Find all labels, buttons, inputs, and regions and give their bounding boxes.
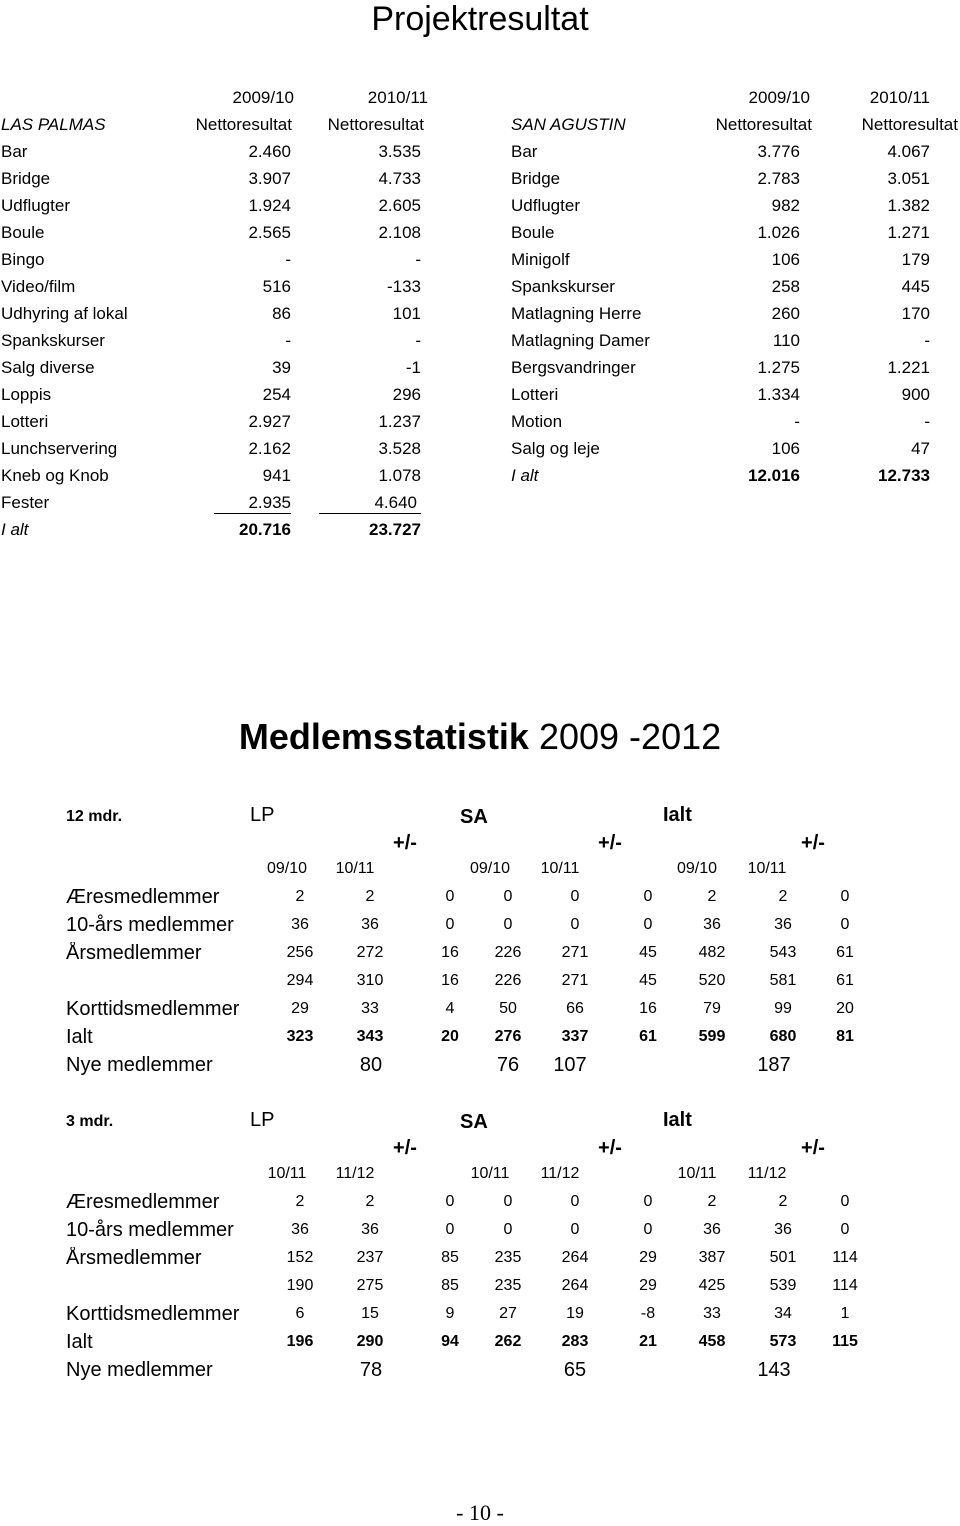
stats-12-cell: 20 bbox=[836, 1000, 854, 1017]
las-palmas-row-label: Boule bbox=[1, 223, 45, 242]
san-agustin-row-v1: 258 bbox=[771, 277, 800, 296]
san-agustin-row-v2: - bbox=[924, 331, 930, 350]
stats-3-cell: 27 bbox=[499, 1305, 517, 1322]
las-palmas-row-v2: - bbox=[415, 331, 421, 350]
las-palmas-row-label: Lunchservering bbox=[1, 439, 118, 458]
las-palmas-year1: 2009/10 bbox=[232, 88, 294, 107]
stats-12-cell: 81 bbox=[836, 1028, 854, 1045]
stats-3-cell: 264 bbox=[561, 1277, 589, 1294]
san-agustin-row-label: Bar bbox=[511, 142, 538, 161]
stats-3-cell: 264 bbox=[561, 1249, 589, 1266]
stats-3-year-header: 10/11 bbox=[677, 1165, 717, 1182]
stats-12-row-label: Korttidsmedlemmer bbox=[66, 998, 240, 1020]
san-agustin-total-label: I alt bbox=[511, 466, 539, 485]
stats-3-cell: 425 bbox=[698, 1277, 726, 1294]
stats-12-cell: 0 bbox=[445, 888, 455, 905]
stats-12-cell: 16 bbox=[639, 1000, 657, 1017]
stats-3-group-sa: SA bbox=[460, 1111, 488, 1133]
las-palmas-row-v2: - bbox=[415, 250, 421, 269]
stats-12-group-ialt: Ialt bbox=[663, 804, 692, 826]
stats-12-cell: 0 bbox=[570, 888, 580, 905]
las-palmas-header: LAS PALMAS bbox=[1, 115, 106, 134]
stats-3-cell: 2 bbox=[707, 1193, 717, 1210]
stats-12-cell: 2 bbox=[778, 888, 788, 905]
stats-3-cell: 21 bbox=[639, 1333, 657, 1350]
stats-12-cell: 271 bbox=[561, 972, 589, 989]
stats-3-new-value: 78 bbox=[359, 1359, 383, 1381]
stats-12-cell: 294 bbox=[286, 972, 314, 989]
stats-12-cell: 16 bbox=[441, 972, 459, 989]
stats-3-year-header: 11/12 bbox=[540, 1165, 580, 1182]
stats-12-new-label: Nye medlemmer bbox=[66, 1054, 213, 1076]
las-palmas-row-v2: 3.535 bbox=[378, 142, 421, 161]
stats-3-cell: 0 bbox=[840, 1193, 850, 1210]
las-palmas-row-label: Fester bbox=[1, 493, 50, 512]
las-palmas-total-v1: 20.716 bbox=[239, 520, 291, 539]
stats-12-cell: 36 bbox=[703, 916, 721, 933]
stats-3-period: 3 mdr. bbox=[66, 1113, 114, 1130]
stats-3-cell: 114 bbox=[832, 1277, 858, 1294]
san-agustin-row-v1: 1.026 bbox=[757, 223, 800, 242]
stats-12-cell: 226 bbox=[494, 972, 522, 989]
las-palmas-row-label: Bingo bbox=[1, 250, 45, 269]
las-palmas-row-label: Spankskurser bbox=[1, 331, 105, 350]
stats-12-cell: 272 bbox=[356, 944, 384, 961]
stats-3-cell: 19 bbox=[566, 1305, 584, 1322]
san-agustin-row-v2: - bbox=[924, 412, 930, 431]
stats-title bbox=[0, 716, 960, 758]
stats-3-cell: 29 bbox=[639, 1249, 657, 1266]
stats-3-year-header: 10/11 bbox=[267, 1165, 307, 1182]
stats-3-cell: 262 bbox=[494, 1333, 522, 1350]
stats-12-row-label: Årsmedlemmer bbox=[66, 942, 202, 964]
stats-3-row-label: Årsmedlemmer bbox=[66, 1247, 202, 1269]
stats-3-cell: 114 bbox=[832, 1249, 858, 1266]
stats-3-cell: 15 bbox=[361, 1305, 379, 1322]
stats-3-cell: 1 bbox=[840, 1305, 850, 1322]
las-palmas-row-v2: 1.078 bbox=[378, 466, 421, 485]
stats-3-cell: 387 bbox=[698, 1249, 726, 1266]
stats-12-new-value: 187 bbox=[757, 1054, 791, 1076]
stats-12-new-value: 80 bbox=[359, 1054, 383, 1076]
san-agustin-year1: 2009/10 bbox=[748, 88, 810, 107]
stats-3-cell: 36 bbox=[703, 1221, 721, 1238]
san-agustin-row-label: Udflugter bbox=[511, 196, 580, 215]
stats-12-cell: 45 bbox=[639, 972, 657, 989]
stats-3-cell: 6 bbox=[295, 1305, 305, 1322]
stats-12-year-header: 09/10 bbox=[469, 860, 511, 877]
stats-12-cell: 343 bbox=[356, 1028, 384, 1045]
las-palmas-row-label: Bridge bbox=[1, 169, 51, 188]
stats-3-row-label: Æresmedlemmer bbox=[66, 1191, 220, 1213]
page-title: Projektresultat bbox=[371, 0, 589, 38]
stats-12-cell: 36 bbox=[361, 916, 379, 933]
las-palmas-row-label: Udhyring af lokal bbox=[1, 304, 128, 323]
stats-12-cell: 20 bbox=[441, 1028, 459, 1045]
san-agustin-row-label: Salg og leje bbox=[511, 439, 600, 458]
stats-12-cell: 79 bbox=[703, 1000, 721, 1017]
stats-12-cell: 226 bbox=[494, 944, 522, 961]
las-palmas-row-v1: 1.924 bbox=[248, 196, 291, 215]
stats-12-cell: 0 bbox=[840, 916, 850, 933]
stats-12-cell: 271 bbox=[561, 944, 589, 961]
stats-3-cell: 237 bbox=[356, 1249, 384, 1266]
san-agustin-row-label: Matlagning Damer bbox=[511, 331, 650, 350]
stats-12-cell: 0 bbox=[643, 888, 653, 905]
las-palmas-row-v1: 941 bbox=[262, 466, 291, 485]
stats-12-cell: 2 bbox=[365, 888, 375, 905]
stats-12-cell: 36 bbox=[774, 916, 792, 933]
stats-3-plus-minus: +/- bbox=[801, 1137, 825, 1159]
las-palmas-row-v1: - bbox=[285, 250, 291, 269]
san-agustin-header: SAN AGUSTIN bbox=[511, 115, 626, 134]
stats-12-cell: 29 bbox=[291, 1000, 309, 1017]
san-agustin-row-label: Lotteri bbox=[511, 385, 559, 404]
stats-3-year-header: 11/12 bbox=[335, 1165, 375, 1182]
stats-12-cell: 61 bbox=[639, 1028, 657, 1045]
stats-3-cell: 0 bbox=[503, 1221, 513, 1238]
las-palmas-row-label: Video/film bbox=[1, 277, 76, 296]
stats-12-new-value: 76 bbox=[496, 1054, 520, 1076]
san-agustin-col1: Nettoresultat bbox=[715, 115, 812, 134]
stats-title-label: Medlemsstatistik bbox=[238, 716, 529, 757]
stats-3-cell: 0 bbox=[445, 1221, 455, 1238]
stats-3-cell: 196 bbox=[286, 1333, 314, 1350]
san-agustin-row-v1: 1.275 bbox=[757, 358, 800, 377]
stats-12-group-sa: SA bbox=[460, 806, 488, 828]
stats-12-row-label: Ialt bbox=[66, 1026, 93, 1048]
san-agustin-row-v1: 982 bbox=[771, 196, 800, 215]
san-agustin-row-label: Bridge bbox=[511, 169, 561, 188]
stats-12-cell: 2 bbox=[295, 888, 305, 905]
las-palmas-row-v1: 254 bbox=[262, 385, 291, 404]
san-agustin-row-v2: 1.271 bbox=[887, 223, 930, 242]
san-agustin-row-label: Minigolf bbox=[511, 250, 570, 269]
stats-3-cell: 283 bbox=[561, 1333, 589, 1350]
stats-3-cell: 2 bbox=[365, 1193, 375, 1210]
stats-12-cell: 337 bbox=[561, 1028, 589, 1045]
stats-3-cell: 0 bbox=[503, 1193, 513, 1210]
stats-12-cell: 520 bbox=[698, 972, 726, 989]
stats-12-cell: 680 bbox=[769, 1028, 797, 1045]
las-palmas-row-v2: 2.108 bbox=[378, 223, 421, 242]
stats-3-cell: 0 bbox=[570, 1221, 580, 1238]
stats-3-row-label: Korttidsmedlemmer bbox=[66, 1303, 240, 1325]
stats-12-new-value: 107 bbox=[553, 1054, 587, 1076]
stats-3-cell: -8 bbox=[640, 1305, 656, 1322]
stats-12-cell: 310 bbox=[356, 972, 384, 989]
las-palmas-row-v1: 2.162 bbox=[248, 439, 291, 458]
las-palmas-col1: Nettoresultat bbox=[195, 115, 292, 134]
san-agustin-row-v1: 110 bbox=[772, 331, 800, 350]
san-agustin-total-v1: 12.016 bbox=[748, 466, 800, 485]
stats-12-cell: 581 bbox=[769, 972, 797, 989]
las-palmas-row-label: Lotteri bbox=[1, 412, 49, 431]
stats-3-group-ialt: Ialt bbox=[663, 1109, 692, 1131]
stats-12-cell: 4 bbox=[445, 1000, 455, 1017]
san-agustin-row-v2: 1.221 bbox=[887, 358, 930, 377]
stats-3-year-header: 10/11 bbox=[470, 1165, 510, 1182]
stats-3-row-label: Ialt bbox=[66, 1331, 93, 1353]
san-agustin-row-v1: 2.783 bbox=[757, 169, 800, 188]
san-agustin-row-v2: 1.382 bbox=[887, 196, 930, 215]
san-agustin-row-v2: 4.067 bbox=[887, 142, 930, 161]
stats-3-cell: 539 bbox=[769, 1277, 797, 1294]
las-palmas-row-v2: -1 bbox=[405, 358, 421, 377]
stats-12-cell: 276 bbox=[494, 1028, 522, 1045]
las-palmas-row-v2: 296 bbox=[392, 385, 421, 404]
stats-3-cell: 152 bbox=[286, 1249, 314, 1266]
san-agustin-col2: Nettoresultat bbox=[861, 115, 958, 134]
stats-12-row-label: 10-års medlemmer bbox=[66, 914, 234, 936]
stats-3-plus-minus: +/- bbox=[393, 1137, 417, 1159]
stats-12-cell: 0 bbox=[840, 888, 850, 905]
stats-3-cell: 0 bbox=[840, 1221, 850, 1238]
stats-3-cell: 501 bbox=[769, 1249, 797, 1266]
las-palmas-row-v1: 2.935 bbox=[214, 493, 291, 514]
san-agustin-row-v2: 900 bbox=[901, 385, 930, 404]
stats-12-cell: 0 bbox=[643, 916, 653, 933]
las-palmas-row-label: Loppis bbox=[1, 385, 52, 404]
stats-12-plus-minus: +/- bbox=[598, 832, 622, 854]
san-agustin-row-v2: 47 bbox=[911, 439, 930, 458]
stats-3-plus-minus: +/- bbox=[598, 1137, 622, 1159]
stats-3-cell: 0 bbox=[445, 1193, 455, 1210]
stats-3-cell: 29 bbox=[639, 1277, 657, 1294]
san-agustin-row-label: Matlagning Herre bbox=[511, 304, 642, 323]
stats-3-cell: 36 bbox=[774, 1221, 792, 1238]
stats-12-cell: 256 bbox=[286, 944, 314, 961]
stats-3-cell: 573 bbox=[769, 1333, 797, 1350]
stats-12-row-label: Æresmedlemmer bbox=[66, 886, 220, 908]
las-palmas-row-v2: 1.237 bbox=[378, 412, 421, 431]
stats-3-cell: 0 bbox=[570, 1193, 580, 1210]
las-palmas-row-v1: - bbox=[285, 331, 291, 350]
san-agustin-row-label: Spankskurser bbox=[511, 277, 615, 296]
page-number: - 10 - bbox=[456, 1500, 504, 1525]
san-agustin-row-label: Boule bbox=[511, 223, 555, 242]
las-palmas-year2: 2010/11 bbox=[367, 88, 428, 107]
stats-12-group-lp: LP bbox=[250, 804, 275, 826]
las-palmas-row-v1: 2.460 bbox=[248, 142, 291, 161]
stats-3-cell: 115 bbox=[832, 1333, 858, 1350]
las-palmas-row-v1: 2.927 bbox=[248, 412, 291, 431]
stats-3-cell: 0 bbox=[643, 1193, 653, 1210]
las-palmas-row-v2: 3.528 bbox=[378, 439, 421, 458]
san-agustin-row-v1: 106 bbox=[771, 250, 800, 269]
stats-3-cell: 2 bbox=[778, 1193, 788, 1210]
stats-3-cell: 33 bbox=[703, 1305, 721, 1322]
stats-12-cell: 61 bbox=[836, 944, 854, 961]
stats-12-cell: 50 bbox=[499, 1000, 517, 1017]
las-palmas-row-v2: 4.733 bbox=[378, 169, 421, 188]
stats-3-row-label: 10-års medlemmer bbox=[66, 1219, 234, 1241]
las-palmas-row-v1: 3.907 bbox=[248, 169, 291, 188]
stats-3-cell: 85 bbox=[441, 1249, 459, 1266]
stats-12-year-header: 10/11 bbox=[335, 860, 375, 877]
stats-12-cell: 45 bbox=[639, 944, 657, 961]
stats-3-cell: 36 bbox=[291, 1221, 309, 1238]
las-palmas-row-v1: 2.565 bbox=[248, 223, 291, 242]
san-agustin-row-v2: 170 bbox=[901, 304, 930, 323]
stats-12-year-header: 10/11 bbox=[540, 860, 580, 877]
stats-3-cell: 235 bbox=[494, 1277, 522, 1294]
stats-12-year-header: 09/10 bbox=[266, 860, 308, 877]
stats-3-cell: 85 bbox=[441, 1277, 459, 1294]
stats-3-cell: 290 bbox=[356, 1333, 384, 1350]
stats-3-cell: 458 bbox=[698, 1333, 726, 1350]
stats-12-cell: 66 bbox=[566, 1000, 584, 1017]
stats-3-cell: 0 bbox=[643, 1221, 653, 1238]
las-palmas-row-label: Kneb og Knob bbox=[1, 466, 109, 485]
san-agustin-row-v1: 1.334 bbox=[757, 385, 800, 404]
las-palmas-row-v2: 101 bbox=[392, 304, 421, 323]
stats-12-cell: 543 bbox=[769, 944, 797, 961]
stats-3-year-header: 11/12 bbox=[747, 1165, 787, 1182]
las-palmas-row-v1: 39 bbox=[272, 358, 291, 377]
stats-3-new-value: 65 bbox=[563, 1359, 587, 1381]
stats-title-years: 2009 -2012 bbox=[538, 716, 722, 757]
san-agustin-row-v1: 106 bbox=[771, 439, 800, 458]
stats-3-cell: 34 bbox=[774, 1305, 792, 1322]
san-agustin-row-label: Motion bbox=[511, 412, 563, 431]
stats-12-cell: 482 bbox=[698, 944, 726, 961]
stats-12-cell: 323 bbox=[286, 1028, 314, 1045]
san-agustin-year2: 2010/11 bbox=[869, 88, 930, 107]
stats-3-cell: 2 bbox=[295, 1193, 305, 1210]
stats-3-cell: 9 bbox=[445, 1305, 455, 1322]
stats-12-cell: 0 bbox=[503, 888, 513, 905]
stats-3-cell: 275 bbox=[356, 1277, 384, 1294]
las-palmas-row-v2: 4.640 bbox=[319, 493, 421, 514]
stats-12-cell: 599 bbox=[698, 1028, 726, 1045]
san-agustin-row-label: Bergsvandringer bbox=[511, 358, 636, 377]
stats-12-plus-minus: +/- bbox=[393, 832, 417, 854]
stats-3-new-label: Nye medlemmer bbox=[66, 1359, 213, 1381]
stats-12-cell: 99 bbox=[774, 1000, 792, 1017]
stats-3-cell: 235 bbox=[494, 1249, 522, 1266]
stats-12-cell: 0 bbox=[570, 916, 580, 933]
stats-3-cell: 94 bbox=[441, 1333, 459, 1350]
las-palmas-row-label: Bar bbox=[1, 142, 28, 161]
stats-12-cell: 0 bbox=[445, 916, 455, 933]
las-palmas-total-label: I alt bbox=[1, 520, 29, 539]
san-agustin-row-v2: 3.051 bbox=[887, 169, 930, 188]
san-agustin-row-v1: - bbox=[794, 412, 800, 431]
stats-12-period: 12 mdr. bbox=[66, 808, 123, 825]
las-palmas-row-v1: 516 bbox=[262, 277, 291, 296]
las-palmas-row-v1: 86 bbox=[272, 304, 291, 323]
san-agustin-total-v2: 12.733 bbox=[878, 466, 930, 485]
san-agustin-row-v2: 445 bbox=[901, 277, 930, 296]
las-palmas-row-label: Salg diverse bbox=[1, 358, 95, 377]
las-palmas-total-v2: 23.727 bbox=[369, 520, 421, 539]
stats-12-cell: 33 bbox=[361, 1000, 379, 1017]
san-agustin-row-v2: 179 bbox=[901, 250, 930, 269]
stats-12-plus-minus: +/- bbox=[801, 832, 825, 854]
las-palmas-row-v2: -133 bbox=[386, 277, 421, 296]
stats-12-year-header: 09/10 bbox=[676, 860, 718, 877]
stats-12-cell: 2 bbox=[707, 888, 717, 905]
las-palmas-row-v2: 2.605 bbox=[378, 196, 421, 215]
stats-12-cell: 0 bbox=[503, 916, 513, 933]
las-palmas-row-label: Udflugter bbox=[1, 196, 70, 215]
stats-12-year-header: 10/11 bbox=[747, 860, 787, 877]
las-palmas-col2: Nettoresultat bbox=[327, 115, 424, 134]
stats-3-cell: 190 bbox=[286, 1277, 314, 1294]
san-agustin-row-v1: 3.776 bbox=[757, 142, 800, 161]
stats-12-cell: 36 bbox=[291, 916, 309, 933]
stats-3-group-lp: LP bbox=[250, 1109, 275, 1131]
stats-12-cell: 61 bbox=[836, 972, 854, 989]
stats-3-new-value: 143 bbox=[757, 1359, 791, 1381]
san-agustin-row-v1: 260 bbox=[771, 304, 800, 323]
stats-3-cell: 36 bbox=[361, 1221, 379, 1238]
stats-12-cell: 16 bbox=[441, 944, 459, 961]
